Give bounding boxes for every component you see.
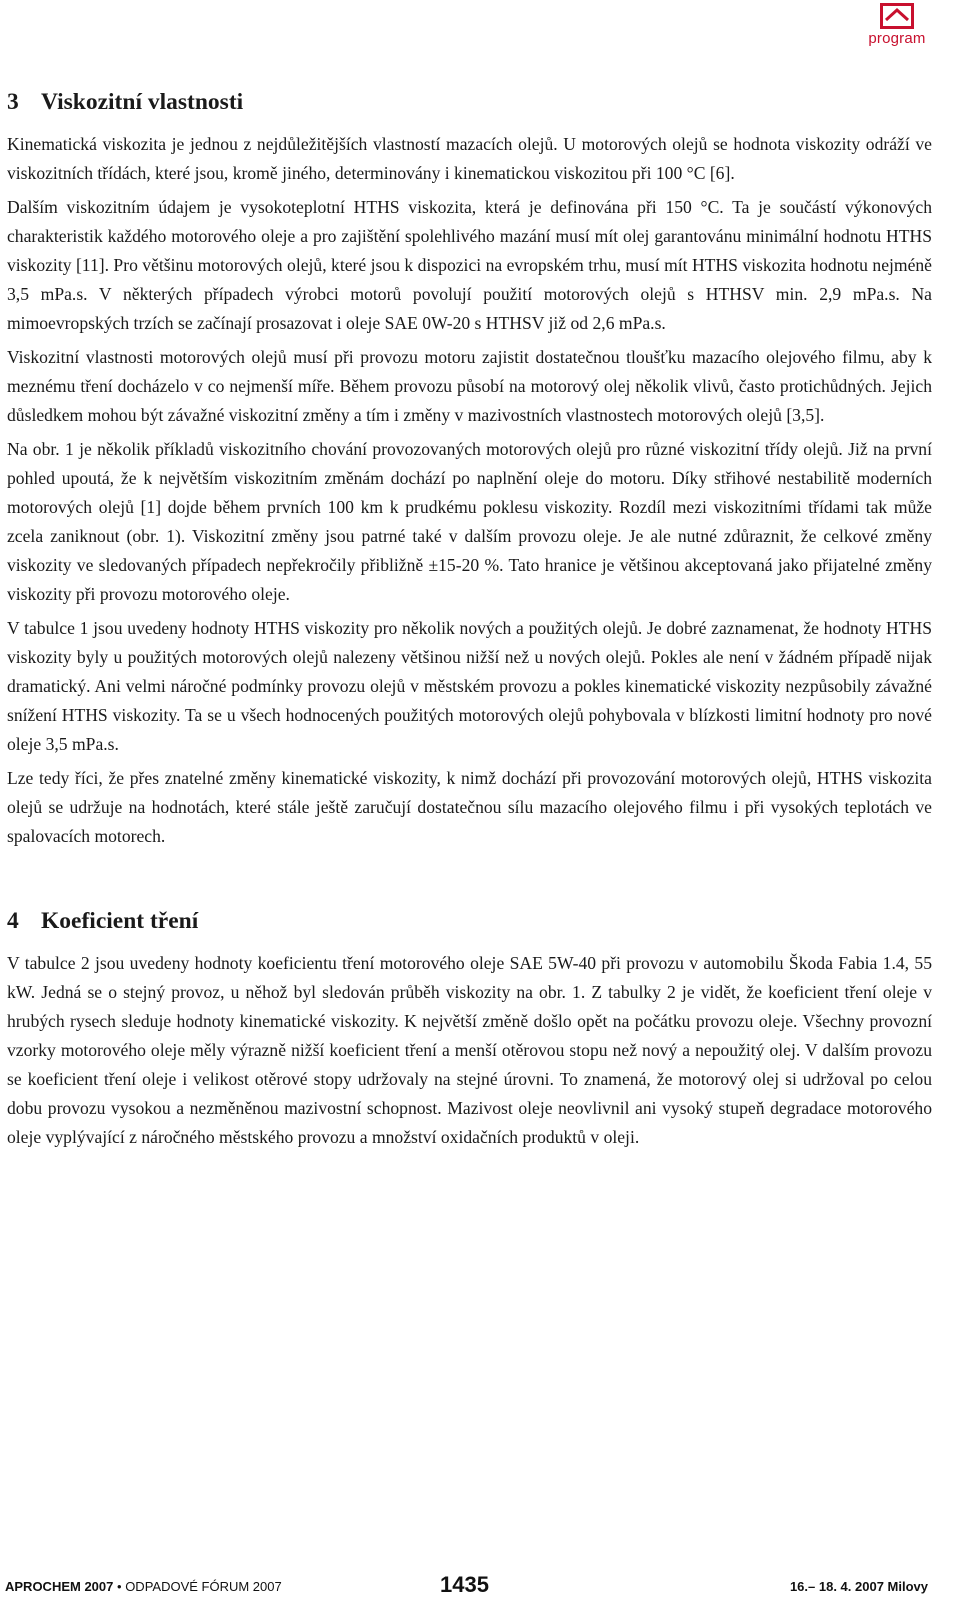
section-3-paragraph-6: Lze tedy říci, že přes znatelné změny kinematické viskozity, k nimž dochází při provozování motorových olejů, HTHS viskozita olejů se udržuje na hodnotách, které stále ještě zaručují dostatečnou sílu mazacího olejového filmu i při vysokých teplotách ve spalovacích motorech. [7, 768, 932, 846]
footer-bullet: • [117, 1579, 122, 1594]
footer-date: 16.– 18. 4. 2007 Milovy [789, 1579, 928, 1594]
section-3-number: 3 [7, 89, 19, 115]
section-3-title: Viskozitní vlastnosti [41, 89, 244, 115]
section-3-paragraph-1: Kinematická viskozita je jednou z nejdůležitějších vlastností mazacích olejů. U motorových olejů se hodnota viskozity odráží ve viskozitních třídách, které jsou, kromě jiného, determinovány i kinematickou viskozitou při 100 °C [6]. [7, 134, 932, 183]
section-4-heading [7, 907, 932, 935]
section-3-paragraph-2: Dalším viskozitním údajem je vysokoteplotní HTHS viskozita, která je definována při 150 °C. Ta je součástí výkonových charakteristik každého motorového oleje a pro zajištění spolehlivého mazání musí mít olej garantovánu minimální hodnotu HTHS viskozity [11]. Pro většinu motorových olejů, které jsou k dispozici na evropském trhu, musí mít HTHS viskozita hodnotu nejméně 3,5 mPa.s. V některých případech výrobci motorů povolují použití motorových olejů s HTHSV min. 2,9 mPa.s. Na mimoevropských trzích se začínají prosazovat i oleje SAE 0W-20 s HTHSV již od 2,6 mPa.s. [7, 197, 932, 333]
section-4-paragraph-1: V tabulce 2 jsou uvedeny hodnoty koeficientu tření motorového oleje SAE 5W-40 při provozu v automobilu Škoda Fabia 1.4, 55 kW. Jedná se o stejný provoz, u něhož byl sledován průběh viskozity na obr. 1. Z tabulky 2 je vidět, že koeficient tření oleje v hrubých rysech sleduje hodnoty kinematické viskozity. K největší změně došlo opět na počátku provozu oleje. Všechny provozní vzorky motorového oleje měly výrazně nižší koeficient tření a menší otěrovou stopu než nový a nepoužitý olej. V dalším provozu se koeficient tření oleje i velikost otěrové stopy udržovaly na stejné úrovni. To znamená, že motorový olej si udržoval po celou dobu provozu vysokou a nezměněnou mazivostní schopnost. Mazivost oleje neovlivnil ani vysoký stupeň degradace motorového oleje vyplývající z náročného městského provozu a množství oxidačních produktů v oleji. [7, 953, 932, 1147]
page-content [7, 88, 932, 1152]
footer-forum: ODPADOVÉ FÓRUM 2007 [125, 1579, 282, 1594]
section-4-title: Koeficient tření [41, 908, 199, 934]
section-3-paragraph-5: V tabulce 1 jsou uvedeny hodnoty HTHS viskozity pro několik nových a použitých olejů. Je dobré zaznamenat, že hodnoty HTHS viskozity byly u použitých motorových olejů nalezeny většinou nižší než u nových olejů. Pokles ale není v žádném případě nijak dramatický. Ani velmi náročné podmínky provozu olejů v městském provozu a pokles kinematické viskozity nezpůsobily závažné snížení HTHS viskozity. Ta se u všech hodnocených použitých motorových olejů pohybovala v blízkosti limitní hodnoty pro nové oleje 3,5 mPa.s. [7, 618, 932, 754]
page-number: 1435 [440, 1572, 489, 1597]
footer-event: APROCHEM 2007 [5, 1579, 114, 1594]
section-3-paragraph-3: Viskozitní vlastnosti motorových olejů musí při provozu motoru zajistit dostatečnou tloušťku mazacího olejového filmu, aby k meznému tření docházelo v co nejmenší míře. Během provozu působí na motorový olej několik vlivů, často protichůdných. Jejich důsledkem mohou být závažné viskozitní změny a tím i změny v mazivostních vlastnostech motorových olejů [3,5]. [7, 347, 932, 425]
program-logo [866, 3, 928, 47]
page-footer [0, 1571, 960, 1601]
program-logo-icon [880, 3, 914, 29]
section-3-heading [7, 88, 932, 116]
section-3-paragraph-4: Na obr. 1 je několik příkladů viskozitního chování provozovaných motorových olejů pro různé viskozitní třídy olejů. Již na první pohled upoutá, že k největším viskozitním změnám dochází po naplnění oleje do motoru. Díky střihové nestabilitě moderních motorových olejů [1] dojde během prvních 100 km k prudkému poklesu viskozity. Rozdíl mezi viskozitními třídami tak může zcela zaniknout (obr. 1). Viskozitní změny jsou patrné také v dalším provozu oleje. Je ale nutné zdůraznit, že celkové změny viskozity ve sledovaných případech nepřekročily přibližně ±15-20 %. Tato hranice je většinou akceptovaná jako přijatelné změny viskozity při provozu motorového oleje. [7, 439, 932, 604]
footer-event-info [5, 1579, 282, 1594]
logo-text: program [868, 30, 926, 47]
section-4-number: 4 [7, 908, 19, 934]
